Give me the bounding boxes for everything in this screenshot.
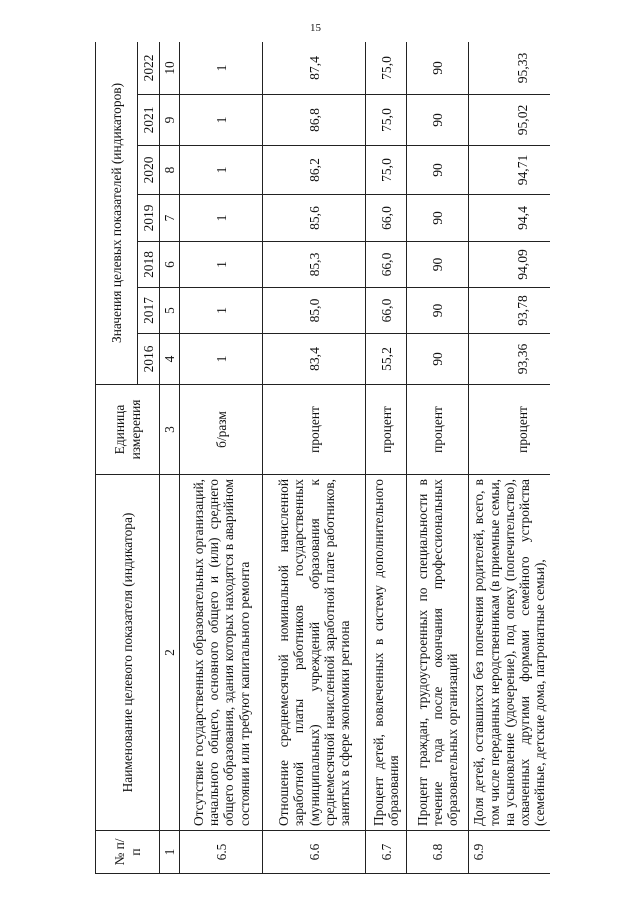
value-2020: 86,2 — [263, 146, 366, 195]
value-2019: 1 — [180, 195, 263, 242]
column-number: 10 — [160, 42, 180, 95]
header-year: 2016 — [138, 334, 160, 385]
column-number: 7 — [160, 195, 180, 242]
value-2016: 1 — [180, 334, 263, 385]
value-2022: 95,33 — [469, 42, 550, 95]
value-2016: 83,4 — [263, 334, 366, 385]
value-2017: 85,0 — [263, 288, 366, 334]
row-number: 6.9 — [469, 831, 550, 874]
value-2022: 90 — [407, 42, 469, 95]
header-year: 2022 — [138, 42, 160, 95]
column-number: 8 — [160, 146, 180, 195]
table-row — [366, 42, 407, 874]
indicator-name: Отношение среднемесячной номинальной начисленной заработной платы работников государственных (муниципальных) учреждений образования к среднемесячной начисленной заработной плате работников, занятых в сфере экономики региона — [263, 475, 366, 831]
header-col-unit: Единица измерения — [96, 385, 160, 475]
column-number: 9 — [160, 95, 180, 146]
row-number: 6.7 — [366, 831, 407, 874]
value-2021: 1 — [180, 95, 263, 146]
column-number: 1 — [160, 831, 180, 874]
unit: процент — [469, 385, 550, 475]
value-2017: 66,0 — [366, 288, 407, 334]
value-2017: 93,78 — [469, 288, 550, 334]
value-2021: 86,8 — [263, 95, 366, 146]
table-row — [469, 42, 550, 874]
row-number: 6.8 — [407, 831, 469, 874]
column-number: 4 — [160, 334, 180, 385]
header-row-1 — [96, 42, 138, 874]
value-2018: 85,3 — [263, 242, 366, 288]
indicator-name: Процент граждан, трудоустроенных по специальности в течение года после окончания профессиональных образовательных организаций — [407, 475, 469, 831]
column-number: 2 — [160, 475, 180, 831]
value-2021: 90 — [407, 95, 469, 146]
column-number: 5 — [160, 288, 180, 334]
value-2020: 90 — [407, 146, 469, 195]
header-year: 2017 — [138, 288, 160, 334]
value-2017: 90 — [407, 288, 469, 334]
value-2022: 75,0 — [366, 42, 407, 95]
column-number: 6 — [160, 242, 180, 288]
value-2020: 1 — [180, 146, 263, 195]
header-year: 2020 — [138, 146, 160, 195]
header-year: 2019 — [138, 195, 160, 242]
value-2019: 66,0 — [366, 195, 407, 242]
value-2016: 55,2 — [366, 334, 407, 385]
value-2021: 75,0 — [366, 95, 407, 146]
header-col-values: Значения целевых показателей (индикаторов) — [96, 42, 138, 385]
row-number: 6.5 — [180, 831, 263, 874]
unit: б/разм — [180, 385, 263, 475]
value-2018: 66,0 — [366, 242, 407, 288]
value-2018: 94,09 — [469, 242, 550, 288]
value-2017: 1 — [180, 288, 263, 334]
header-row-numbers — [160, 42, 180, 874]
header-col-name: Наименование целевого показателя (индикатора) — [96, 475, 160, 831]
indicator-name: Отсутствие государственных образовательных организаций, начального общего, основного общего и (или) среднего общего образования, здания которых находятся в аварийном состоянии или требуют капитального ремонта — [180, 475, 263, 831]
value-2018: 90 — [407, 242, 469, 288]
value-2020: 75,0 — [366, 146, 407, 195]
rotated-table-container — [95, 42, 550, 874]
page-number: 15 — [310, 22, 321, 34]
value-2018: 1 — [180, 242, 263, 288]
column-number: 3 — [160, 385, 180, 475]
table-row — [180, 42, 263, 874]
value-2019: 94,4 — [469, 195, 550, 242]
header-year: 2021 — [138, 95, 160, 146]
unit: процент — [366, 385, 407, 475]
value-2022: 1 — [180, 42, 263, 95]
value-2020: 94,71 — [469, 146, 550, 195]
indicators-table — [95, 42, 550, 874]
rotated-table-area — [95, 42, 550, 874]
row-number: 6.6 — [263, 831, 366, 874]
header-col-no: № п/п — [96, 831, 160, 874]
unit: процент — [263, 385, 366, 475]
header-year: 2018 — [138, 242, 160, 288]
indicator-name: Процент детей, вовлеченных в систему дополнительного образования — [366, 475, 407, 831]
value-2019: 85,6 — [263, 195, 366, 242]
value-2016: 93,36 — [469, 334, 550, 385]
indicator-name: Доля детей, оставшихся без попечения родителей, всего, в том числе переданных неродственникам (в приемные семьи, на усыновление (удочерение), под опеку (попечительство), охваченных другими формами семейного устройства (семейные, детские дома, патронатные семьи), — [469, 475, 550, 831]
unit: процент — [407, 385, 469, 475]
value-2016: 90 — [407, 334, 469, 385]
value-2022: 87,4 — [263, 42, 366, 95]
table-row — [407, 42, 469, 874]
table-row — [263, 42, 366, 874]
value-2019: 90 — [407, 195, 469, 242]
value-2021: 95,02 — [469, 95, 550, 146]
